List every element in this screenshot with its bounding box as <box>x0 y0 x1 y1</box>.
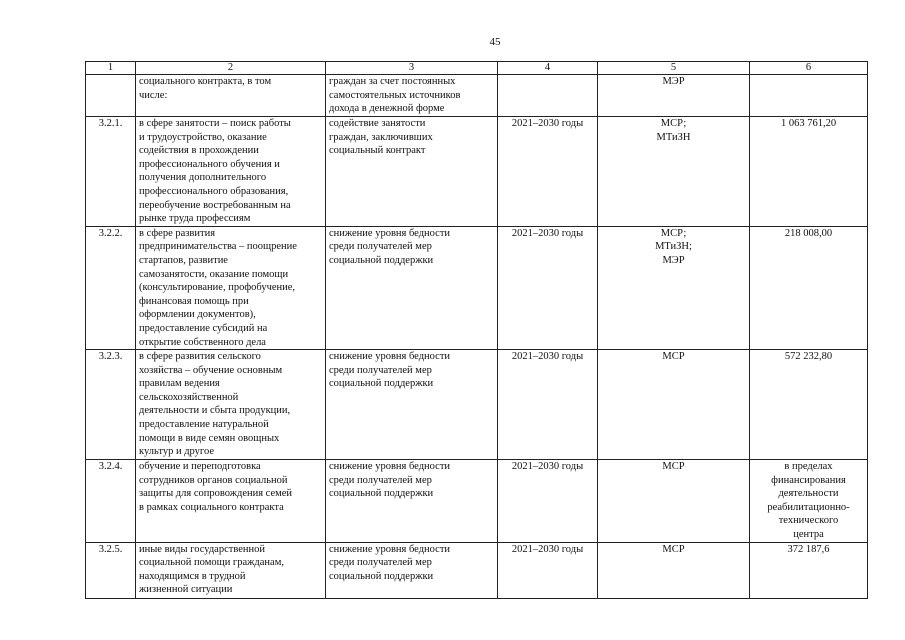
result-line: среди получателей мер <box>329 557 432 569</box>
result-line: среди получателей мер <box>329 241 432 253</box>
measure-line: профессионального обучения и <box>139 158 280 170</box>
measure-line: финансовая помощь при <box>139 295 249 307</box>
amount-line: 372 187,6 <box>787 543 830 555</box>
period-cell: 2021–2030 годы <box>498 117 598 227</box>
measure-cell <box>136 460 326 543</box>
amount-line: 572 232,80 <box>784 351 833 363</box>
header-col-4: 4 <box>498 62 598 75</box>
measure-cell <box>136 226 326 349</box>
header-col-1: 1 <box>86 62 136 75</box>
result-line: граждан за счет постоянных <box>329 76 456 87</box>
measure-line: в сфере занятости – поиск работы <box>139 118 291 129</box>
amount-line: 218 008,00 <box>784 227 833 239</box>
amount-cell <box>750 542 868 598</box>
row-number: 3.2.5. <box>86 542 136 598</box>
result-line: снижение уровня бедности <box>329 543 451 555</box>
measure-cell <box>136 542 326 598</box>
header-col-3: 3 <box>326 62 498 75</box>
table-row <box>86 350 868 460</box>
result-cell <box>326 226 498 349</box>
measure-line: сотрудников органов социальной <box>139 474 288 486</box>
result-line: снижение уровня бедности <box>329 351 451 363</box>
measure-line: социальной помощи гражданам, <box>139 557 284 569</box>
executor-line: МЭР <box>662 254 685 266</box>
measure-line: получения дополнительного <box>139 172 267 184</box>
measure-line: предоставление субсидий на <box>139 322 268 334</box>
measure-cell <box>136 350 326 460</box>
result-line: среди получателей мер <box>329 364 432 376</box>
table-row <box>86 75 868 117</box>
executor-line: МСР <box>662 351 685 363</box>
measure-line: культур и другое <box>139 446 214 458</box>
row-number: 3.2.4. <box>86 460 136 543</box>
period-cell <box>498 75 598 117</box>
measure-line: в сфере развития сельского <box>139 351 261 363</box>
measure-line: открытие собственного дела <box>139 336 266 348</box>
measure-line: переобучение востребованным на <box>139 199 291 211</box>
result-line: социальной поддержки <box>329 570 434 582</box>
measure-line: помощи в виде семян овощных <box>139 432 280 444</box>
executor-line: МСР <box>662 461 685 473</box>
result-line: самостоятельных источников <box>329 89 461 101</box>
executor-line: МСР <box>662 543 685 555</box>
executors-cell <box>598 542 750 598</box>
amount-cell <box>750 460 868 543</box>
amount-line: 1 063 761,20 <box>780 118 837 129</box>
result-cell <box>326 460 498 543</box>
table-row <box>86 226 868 349</box>
row-number: 3.2.1. <box>86 117 136 227</box>
measure-line: стартапов, развитие <box>139 254 228 266</box>
measure-line: профессионального образования, <box>139 185 289 197</box>
measure-line: деятельности и сбыта продукции, <box>139 405 291 417</box>
period-cell: 2021–2030 годы <box>498 226 598 349</box>
header-col-6: 6 <box>750 62 868 75</box>
amount-cell <box>750 75 868 117</box>
measure-line: числе: <box>139 89 168 101</box>
executor-line: МСР; <box>660 118 687 129</box>
amount-line: реабилитационно- <box>767 501 850 513</box>
result-cell <box>326 542 498 598</box>
amount-line: финансирования <box>771 474 846 486</box>
page-number: 45 <box>489 36 501 48</box>
measure-line: сельскохозяйственной <box>139 391 239 403</box>
measure-line: хозяйства – обучение основным <box>139 364 283 376</box>
measure-line: самозанятости, оказание помощи <box>139 268 289 280</box>
result-line: снижение уровня бедности <box>329 461 451 473</box>
table-row <box>86 542 868 598</box>
measure-line: в рамках социального контракта <box>139 501 284 513</box>
measure-line: содействия в прохождении <box>139 145 259 157</box>
measure-line: иные виды государственной <box>139 543 266 555</box>
amount-line: деятельности <box>778 488 839 500</box>
result-line: дохода в денежной форме <box>329 103 445 115</box>
measure-line: социального контракта, в том <box>139 76 272 87</box>
table-row <box>86 117 868 227</box>
table-row <box>86 460 868 543</box>
executors-cell <box>598 75 750 117</box>
executors-cell <box>598 226 750 349</box>
amount-cell <box>750 226 868 349</box>
measure-line: правилам ведения <box>139 378 220 390</box>
row-number <box>86 75 136 117</box>
result-line: снижение уровня бедности <box>329 227 451 239</box>
measure-cell <box>136 117 326 227</box>
executors-cell <box>598 350 750 460</box>
result-cell <box>326 350 498 460</box>
measure-line: в сфере развития <box>139 227 216 239</box>
measure-line: и трудоустройство, оказание <box>139 131 267 143</box>
measure-line: предпринимательства – поощрение <box>139 241 297 253</box>
amount-line: центра <box>793 529 824 541</box>
measure-line: рынке труда профессиям <box>139 213 251 225</box>
measure-line: находящимся в трудной <box>139 570 246 582</box>
period-cell: 2021–2030 годы <box>498 542 598 598</box>
header-col-2: 2 <box>136 62 326 75</box>
row-number: 3.2.3. <box>86 350 136 460</box>
header-row <box>86 62 868 75</box>
row-number: 3.2.2. <box>86 226 136 349</box>
result-line: среди получателей мер <box>329 474 432 486</box>
amount-line: в пределах <box>784 461 833 473</box>
executor-line: МТиЗН <box>656 131 691 143</box>
amount-cell <box>750 117 868 227</box>
result-line: социальный контракт <box>329 145 426 157</box>
executor-line: МТиЗН; <box>655 241 692 253</box>
measure-line: защиты для сопровождения семей <box>139 488 293 500</box>
amount-line: технического <box>778 515 839 527</box>
result-line: граждан, заключивших <box>329 131 433 143</box>
measures-table <box>85 61 868 599</box>
result-cell <box>326 117 498 227</box>
result-line: социальной поддержки <box>329 488 434 500</box>
period-cell: 2021–2030 годы <box>498 350 598 460</box>
measure-line: (консультирование, профобучение, <box>139 282 296 294</box>
executors-cell <box>598 117 750 227</box>
header-col-5: 5 <box>598 62 750 75</box>
result-line: социальной поддержки <box>329 254 434 266</box>
measure-line: обучение и переподготовка <box>139 461 261 473</box>
measure-line: жизненной ситуации <box>139 584 233 596</box>
executor-line: МЭР <box>662 76 685 87</box>
result-line: социальной поддержки <box>329 378 434 390</box>
executor-line: МСР; <box>660 227 687 239</box>
result-cell <box>326 75 498 117</box>
measure-line: предоставление натуральной <box>139 419 269 431</box>
measure-line: оформлении документов), <box>139 309 256 321</box>
amount-cell <box>750 350 868 460</box>
executors-cell <box>598 460 750 543</box>
result-line: содействие занятости <box>329 118 426 129</box>
measure-cell <box>136 75 326 117</box>
period-cell: 2021–2030 годы <box>498 460 598 543</box>
